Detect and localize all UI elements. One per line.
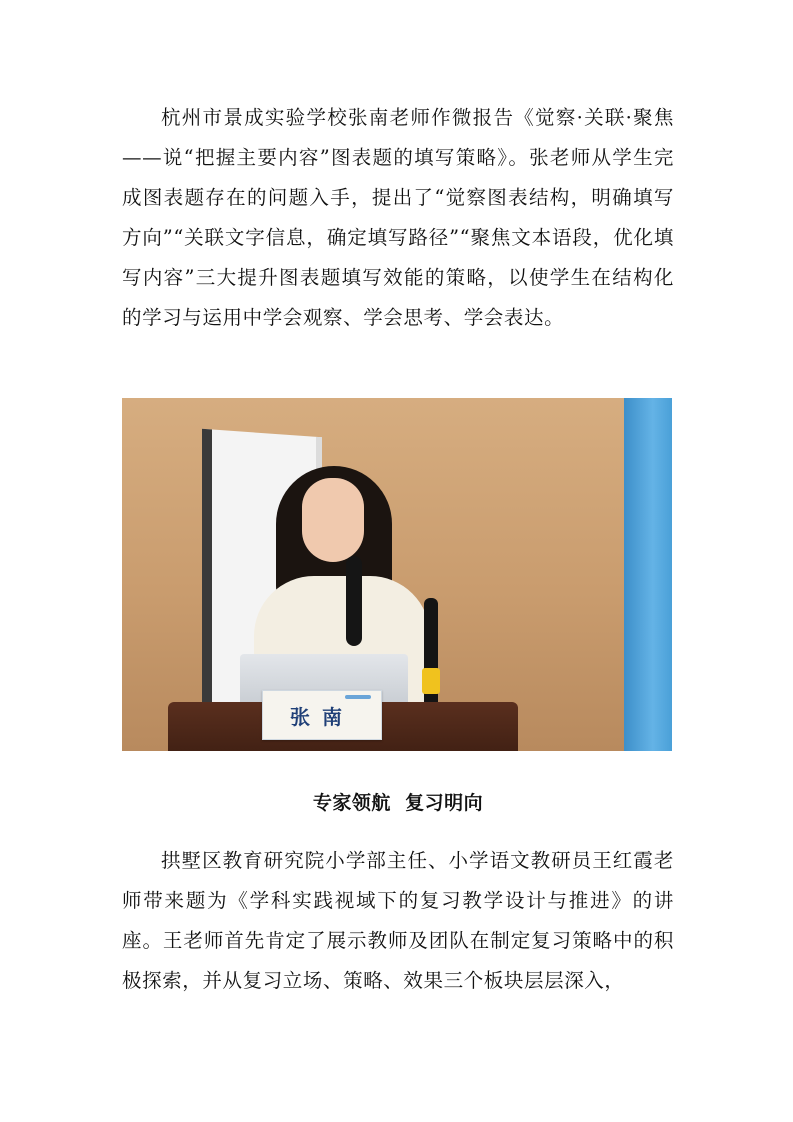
intro-paragraph: 杭州市景成实验学校张南老师作微报告《觉察·关联·聚焦——说“把握主要内容”图表题的填写策略》。张老师从学生完成图表题存在的问题入手，提出了“觉察图表结构，明确填写方向”“关联文字信息，确定填写路径”“聚焦文本语段，优化填写内容”三大提升图表题填写效能的策略，以使学生在结构化的学习与运用中学会观察、学会思考、学会表达。 xyxy=(122,106,674,329)
handheld-microphone xyxy=(346,556,362,646)
section-title: 专家领航 复习明向 xyxy=(312,792,484,814)
nameplate xyxy=(262,690,382,740)
nameplate-logo-icon xyxy=(345,695,371,699)
speaker-photo xyxy=(122,398,672,751)
blue-backdrop xyxy=(624,398,672,751)
nameplate-text: 张南 xyxy=(290,704,354,729)
speaker-face xyxy=(302,478,364,562)
podium-microphone xyxy=(424,598,438,708)
lecture-paragraph: 拱墅区教育研究院小学部主任、小学语文教研员王红霞老师带来题为《学科实践视域下的复习教学设计与推进》的讲座。王老师首先肯定了展示教师及团队在制定复习策略中的积极探索，并从复习立场、策略、效果三个板块层层深入， xyxy=(122,849,674,992)
